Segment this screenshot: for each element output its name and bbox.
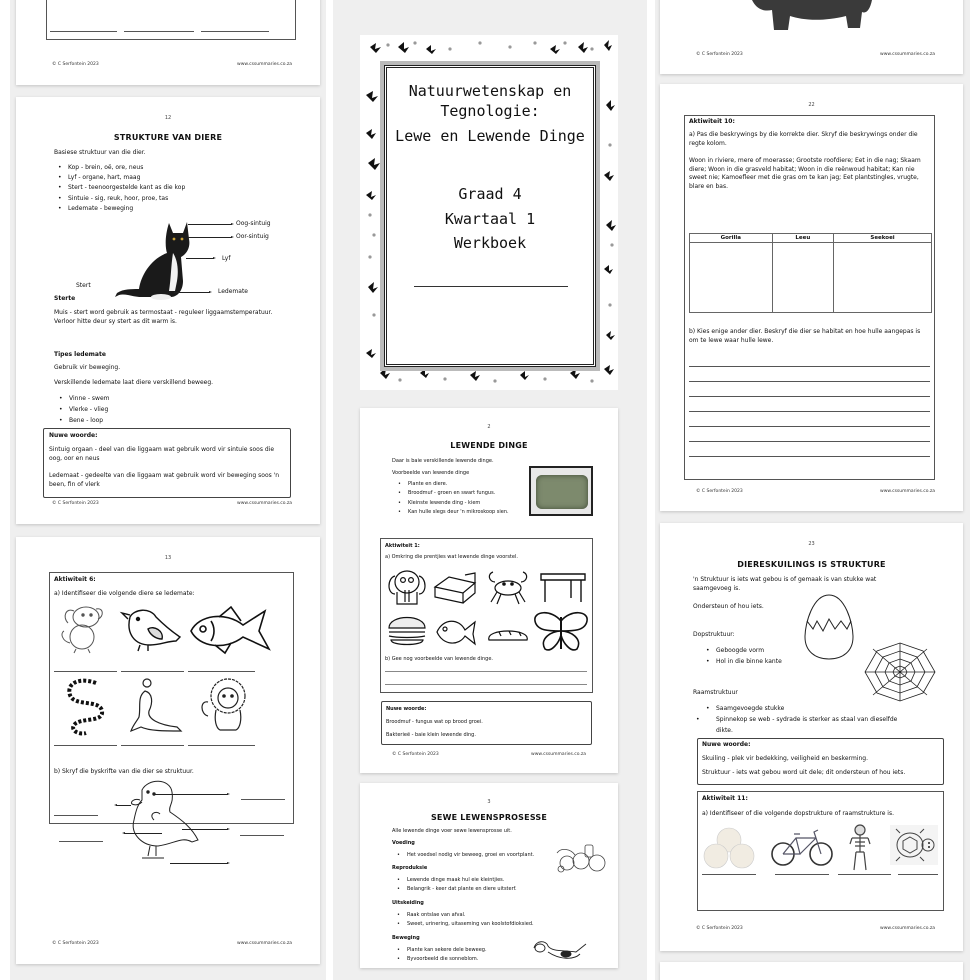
habitat-table: [689, 233, 932, 313]
footer-website: www.cssummaries.co.za: [531, 752, 586, 757]
answer-line-wing: [240, 835, 284, 836]
tortoise-image: [890, 825, 938, 865]
cover-title-line3: Lewe en Lewende Dinge: [395, 127, 585, 145]
footer-copyright: © C Serfontein 2023: [696, 926, 743, 931]
new-words-heading: Nuwe woorde:: [49, 432, 98, 439]
footer-copyright: © C Serfontein 2023: [392, 752, 439, 757]
question-a: a) Pas die beskrywings by die korrekte dier. Skryf die beskrywings onder die regte kolom.: [689, 131, 918, 147]
tails-heading: Sterte: [54, 295, 76, 302]
bicycle-image: [770, 828, 834, 868]
answer-line: [201, 31, 269, 32]
page-title: SEWE LEWENSPROSESSE: [430, 813, 548, 822]
new-words-box: [697, 738, 944, 785]
page-number: 13: [164, 555, 172, 561]
bed-image: [433, 571, 477, 605]
page-12-animal-structures: [16, 97, 320, 524]
footer-copyright: © C Serfontein 2023: [696, 52, 743, 57]
page-number: 12: [164, 115, 172, 121]
answer-line: [121, 671, 184, 672]
footer-copyright: © C Serfontein 2023: [52, 941, 99, 946]
list-item: • Hol in die binne kante: [706, 656, 782, 667]
living-things-list: [398, 480, 509, 518]
page-22-activity-10: [660, 84, 963, 511]
list-item: • Sweet, urinering, uitaseming van koolstofdioksied.: [397, 920, 534, 929]
activity-box: [684, 115, 935, 480]
fish-image: [433, 614, 477, 648]
new-word-definition: Bakterieë - baie klein lewende ding.: [386, 732, 476, 738]
list-item: • Saamgevoegde stukke: [706, 703, 916, 714]
page-23-animal-shelters: [660, 523, 963, 951]
page-24-edge: [660, 962, 963, 980]
new-words-box: [381, 701, 592, 745]
answer-line: [188, 671, 255, 672]
column-header-gorilla: Gorilla: [690, 234, 773, 243]
new-word-definition: Ledemaat - gedeelte van die liggaam wat gebruik word vir beweging soos 'n been, fin of vlerk: [49, 472, 280, 488]
column-right: [655, 0, 970, 980]
answer-line: [689, 441, 930, 442]
list-item: • Vinne - swem: [59, 393, 110, 404]
new-word-definition: Struktuur - iets wat gebou word uit dele; dit ondersteun of hou iets.: [702, 769, 906, 776]
answer-line: [702, 874, 756, 875]
table-cell-gorilla[interactable]: [690, 243, 773, 313]
fish-image: [185, 605, 275, 655]
descriptions-text: Woon in riviere, mere of moerasse; Grootste roofdiere; Eet in die nag; Skaam diere; Woon in die grasveld habitat; Woon in die reënwoud habitat; Kan nie sweet nie; Kamoefleer met die gras om te kan jag; Eet plantstingles, vrugte, blare en bas.: [689, 157, 921, 190]
question-b: b) Gee nog voorbeelde van lewende dinge.: [385, 656, 494, 662]
activity-box: [697, 791, 944, 911]
page-title: STRUKTURE VAN DIERE: [113, 133, 223, 142]
answer-line: [385, 684, 587, 685]
dog-image: [56, 603, 108, 653]
hamburger-image: [387, 614, 427, 648]
page-number: 3: [487, 799, 491, 805]
column-header-leeu: Leeu: [772, 234, 833, 243]
new-word-definition: Broodmuf - fungus wat op brood groei.: [386, 719, 483, 725]
page-number: 2: [487, 424, 491, 430]
tails-text: Muis - stert word gebruik as termostaat - reguleer liggaamstemperatuur. Verloor hitte deur sy stert as dit warm is.: [54, 309, 273, 325]
list-item: • Plante kan sekere dele beweeg.: [397, 946, 487, 955]
label-arrow-feet: [170, 863, 228, 864]
question-a: a) Identifiseer of die volgende dopstrukture of raamstrukture is.: [702, 810, 895, 817]
footer-website: www.cssummaries.co.za: [237, 501, 292, 506]
answer-line: [124, 31, 194, 32]
footer-copyright: © C Serfontein 2023: [52, 62, 99, 67]
label-body: Lyf: [222, 255, 231, 262]
answer-line: [689, 366, 930, 367]
spider-web-image: [863, 641, 937, 703]
answer-line-eye: [241, 799, 285, 800]
label-ear-sense: Oor-sintuig: [236, 233, 269, 240]
dog-running-illustration: [530, 938, 590, 968]
list-item: • Plante en diere.: [398, 480, 509, 489]
new-words-heading: Nuwe woorde:: [386, 706, 427, 712]
label-arrow-limbs: [174, 292, 210, 293]
answer-line: [188, 745, 255, 746]
table-cell-leeu[interactable]: [772, 243, 833, 313]
new-words-heading: Nuwe woorde:: [702, 741, 751, 748]
structure-list: [58, 163, 185, 214]
list-item: • Spinnekop se web - sydrade is sterker as staal van dieselfde dikte.: [706, 714, 916, 736]
activity-box: [380, 538, 593, 693]
question-a: a) Identifiseer die volgende diere se ledemate:: [54, 590, 195, 597]
intro-text: Basiese struktuur van die dier.: [54, 149, 146, 156]
intro-text: Daar is baie verskillende lewende dinge.: [392, 458, 494, 464]
label-arrow-wing: [182, 829, 228, 830]
lion-image: [198, 676, 254, 734]
list-item: • Kleinste lewende ding - kiem: [398, 499, 509, 508]
answer-line: [54, 671, 117, 672]
activity-heading: Aktiwiteit 1:: [385, 543, 420, 549]
footer-website: www.cssummaries.co.za: [237, 941, 292, 946]
cover-title-line1: Natuurwetenskap en: [408, 82, 572, 100]
activity-heading: Aktiwiteit 6:: [54, 576, 96, 583]
page-3-life-processes: [360, 783, 618, 968]
hippo-image: [752, 0, 872, 36]
limbs-line1: Gebruik vir beweging.: [54, 364, 121, 371]
cat-image: [111, 219, 201, 301]
section-list: [397, 911, 534, 929]
section-heading: Reproduksie: [392, 865, 428, 871]
activity-heading: Aktiwiteit 10:: [689, 118, 735, 125]
answer-line: [385, 671, 587, 672]
label-arrow-body: [124, 833, 162, 834]
list-item: • Geboogde vorm: [706, 645, 782, 656]
cover-workbook: Werkboek: [453, 234, 527, 252]
list-item: • Bene - loop: [59, 415, 110, 426]
limbs-line2: Verskillende ledemate laat diere verskillend beweeg.: [54, 379, 214, 386]
page-2-living-things: [360, 408, 618, 773]
cover-title-line2: Tegnologie:: [440, 102, 540, 120]
label-arrow-body: [186, 258, 214, 259]
table-cell-seekoei[interactable]: [834, 243, 932, 313]
page-title: DIERESKUILINGS IS STRUKTURE: [737, 560, 886, 569]
mouldy-bread-photo: [529, 466, 593, 516]
snake-image: [60, 677, 110, 735]
footer-website: www.cssummaries.co.za: [880, 926, 935, 931]
footer-website: www.cssummaries.co.za: [237, 62, 292, 67]
bird-diagram: [112, 780, 212, 865]
bread-image: [485, 624, 531, 644]
limb-types-list: [59, 393, 110, 426]
activity-box-tail: [46, 0, 296, 40]
section-list: [397, 946, 487, 964]
bird-image: [120, 607, 182, 655]
question-a: a) Omkring die prentjies wat lewende dinge voorstel.: [385, 554, 518, 560]
label-arrow-eye: [155, 794, 228, 795]
list-item: • Lyf - organe, hart, maag: [58, 173, 185, 183]
new-word-definition: Skuiling - plek vir bedekking, veiligheid en beskerming.: [702, 755, 868, 762]
shell-structure-list: [706, 645, 782, 667]
cover-title-frame: [384, 65, 596, 367]
list-item: • Het voedsel nodig vir beweeg, groei en voortplant.: [397, 851, 534, 860]
answer-line: [689, 381, 930, 382]
answer-line-body: [59, 841, 103, 842]
answer-line: [689, 411, 930, 412]
answer-line: [121, 745, 184, 746]
workbook-cover: [360, 35, 618, 390]
list-item: • Stert - teenoorgestelde kant as die kop: [58, 183, 185, 193]
activity-heading: Aktiwiteit 11:: [702, 795, 748, 802]
section-heading: Uitskeiding: [392, 900, 424, 906]
section-list: [397, 876, 517, 894]
footer-website: www.cssummaries.co.za: [880, 52, 935, 57]
new-word-definition: Sintuig orgaan - deel van die liggaam wat gebruik word vir sintuie soos die oog, oor en neus: [49, 446, 275, 462]
elephant-image: [387, 568, 427, 606]
answer-line-beak: [54, 815, 98, 816]
footer-copyright: © C Serfontein 2023: [52, 501, 99, 506]
page-number: 22: [808, 102, 815, 108]
shells-image: [703, 826, 755, 870]
list-item: • Lewende dinge maak hul eie kleintjies.: [397, 876, 517, 885]
limbs-heading: Tipes ledemate: [54, 351, 106, 358]
answer-line: [689, 456, 930, 457]
examples-label: Voorbeelde van lewende dinge: [392, 470, 470, 476]
butterfly-image: [531, 609, 591, 653]
answer-line: [50, 31, 117, 32]
food-illustration: [555, 843, 610, 873]
list-item: • Sintuie - sig, reuk, hoor, proe, tas: [58, 194, 185, 204]
page-21-tail: [660, 0, 963, 74]
column-middle: [333, 0, 647, 980]
name-line: [414, 286, 568, 287]
crab-image: [485, 568, 531, 606]
list-item: • Vlerke - vlieg: [59, 404, 110, 415]
cover-term: Kwartaal 1: [444, 210, 536, 228]
page-13-activity-6: [16, 537, 320, 964]
page-11-tail: [16, 0, 320, 85]
new-words-box: [43, 428, 291, 498]
column-header-seekoei: Seekoei: [834, 234, 932, 243]
cover-grade: Graad 4: [458, 185, 522, 203]
shell-structure-heading: Dopstruktuur:: [693, 631, 735, 638]
list-item: • Raak ontslae van afval.: [397, 911, 534, 920]
seal-image: [125, 677, 183, 733]
page-title: LEWENDE DINGE: [450, 441, 528, 450]
footer-website: www.cssummaries.co.za: [880, 489, 935, 494]
support-text: Ondersteun of hou iets.: [693, 603, 764, 610]
label-arrow-eye: [188, 224, 232, 225]
answer-line: [838, 874, 891, 875]
list-item: • Belangrik - keer dat plante en diere uitsterf.: [397, 885, 517, 894]
intro-text: 'n Struktuur is iets wat gebou is of gemaak is van stukke wat saamgevoeg is.: [693, 576, 877, 592]
list-item: • Ledemate - beweging: [58, 204, 185, 214]
page-number: 23: [808, 541, 815, 547]
question-b: b) Kies enige ander dier. Beskryf die dier se habitat en hoe hulle aangepas is om te lewe waar hulle lewe.: [689, 328, 921, 344]
answer-line: [898, 874, 938, 875]
list-item: • Kan hulle slegs deur 'n mikroskoop sien.: [398, 508, 509, 517]
label-tail: Stert: [76, 282, 91, 289]
frame-structure-heading: Raamstruktuur: [693, 689, 738, 696]
column-left: [10, 0, 326, 980]
label-arrow-beak: [116, 805, 131, 806]
list-item: • Broodmuf - groen en swart fungus.: [398, 489, 509, 498]
skeleton-image: [846, 824, 874, 872]
frame-structure-list: [706, 703, 916, 736]
label-eye-sense: Oog-sintuig: [236, 220, 271, 227]
answer-line: [775, 874, 829, 875]
answer-line: [689, 396, 930, 397]
section-heading: Voeding: [392, 840, 415, 846]
footer-copyright: © C Serfontein 2023: [696, 489, 743, 494]
list-item: • Kop - brein, oë, ore, neus: [58, 163, 185, 173]
answer-line: [689, 426, 930, 427]
egg-image: [803, 593, 855, 661]
section-list: [397, 851, 534, 860]
table-image: [539, 570, 587, 604]
question-b: b) Skryf die byskrifte van die dier se struktuur.: [54, 768, 194, 775]
section-heading: Beweging: [392, 935, 420, 941]
label-arrow-ear: [188, 237, 232, 238]
label-limbs: Ledemate: [218, 288, 248, 295]
answer-line: [54, 745, 117, 746]
list-item: • Byvoorbeeld die sonneblom.: [397, 955, 487, 964]
activity-box: [49, 572, 294, 824]
intro-text: Alle lewende dinge voer sewe lewensprosse uit.: [392, 828, 512, 834]
